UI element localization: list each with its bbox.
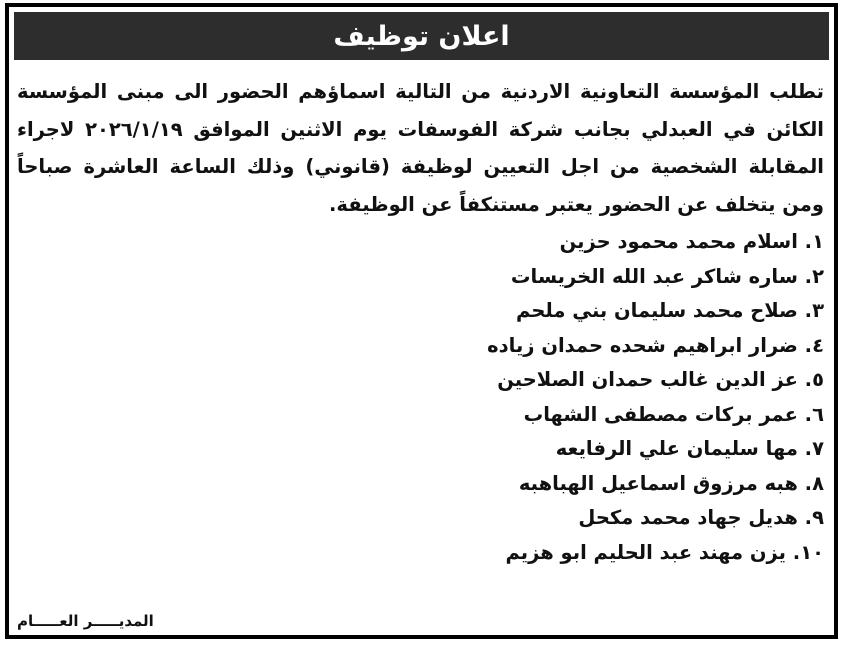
- candidate-name: ٩. هديل جهاد محمد مكحل: [578, 506, 824, 529]
- job-ad-frame: [5, 3, 838, 639]
- ad-body-text: تطلب المؤسسة التعاونية الاردنية من التالية اسماؤهم الحضور الى مبنى المؤسسة الكائن في العبدلي بجانب شركة الفوسفات يوم الاثنين الموافق ٢٠٢٦/١/١٩ لاجراء المقابلة الشخصية من اجل التعيين لوظيفة (قانوني) وذلك الساعة العاشرة صباحاً ومن يتخلف عن الحضور يعتبر مستنكفاً عن الوظيفة.: [17, 80, 824, 216]
- candidate-name: ٣. صلاح محمد سليمان بني ملحم: [516, 299, 824, 322]
- candidate-name: ٦. عمر بركات مصطفى الشهاب: [523, 402, 824, 426]
- candidate-name: ٤. ضرار ابراهيم شحده حمدان زياده: [487, 333, 824, 357]
- candidate-name: ٢. ساره شاكر عبد الله الخريسات: [510, 264, 824, 288]
- signature-general-manager: المديـــــر العـــــام: [17, 612, 154, 630]
- ad-title: اعلان توظيف: [14, 12, 829, 60]
- candidate-name: ٨. هبه مرزوق اسماعيل الهباهبه: [518, 471, 824, 495]
- candidate-name: ١. اسلام محمد محمود حزين: [559, 230, 824, 253]
- candidate-name: ٧. مها سليمان علي الرفايعه: [555, 437, 824, 460]
- candidate-list: [264, 225, 824, 570]
- candidate-name: ١٠. يزن مهند عبد الحليم ابو هزيم: [505, 540, 824, 564]
- candidate-name: ٥. عز الدين غالب حمدان الصلاحين: [497, 368, 824, 391]
